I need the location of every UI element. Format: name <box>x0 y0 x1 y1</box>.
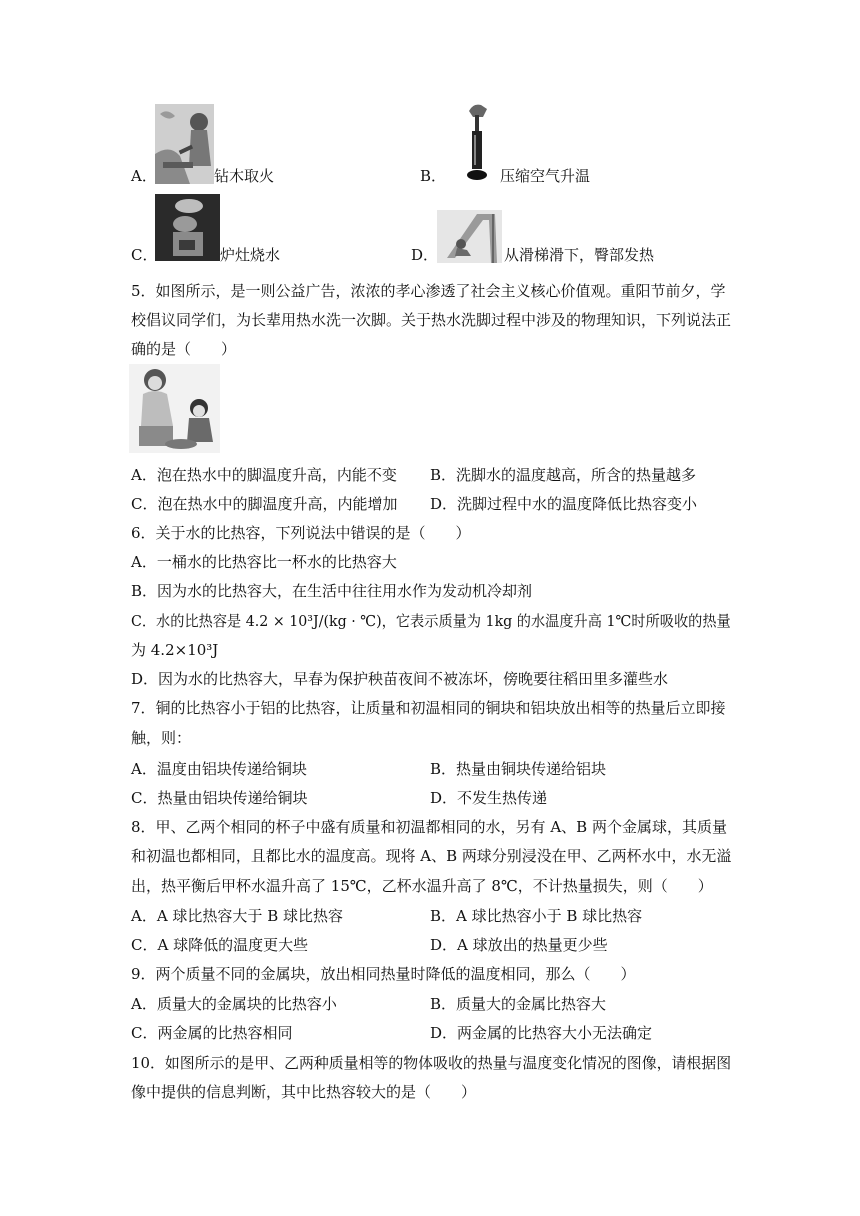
q9-option-b: B．质量大的金属比热容大 <box>430 995 607 1013</box>
q8-option-a: A．A 球比热容大于 B 球比热容 <box>131 907 343 925</box>
q8-option-d: D．A 球放出的热量更少些 <box>430 936 608 954</box>
q4-option-c-text: 炉灶烧水 <box>220 246 281 264</box>
slide-child-icon <box>437 210 502 263</box>
q9-option-a: A．质量大的金属块的比热容小 <box>131 995 337 1013</box>
q10-stem-line-1: 10．如图所示的是甲、乙两种质量相等的物体吸收的热量与温度变化情况的图像，请根据图 <box>131 1054 732 1072</box>
q5-option-c: C．泡在热水中的脚温度升高，内能增加 <box>131 495 398 513</box>
air-compression-syringe-icon <box>465 103 489 183</box>
q6-stem: 6．关于水的比热容，下列说法中错误的是（ ） <box>131 524 471 542</box>
q7-option-d: D．不发生热传递 <box>430 789 548 807</box>
q8-option-c: C．A 球降低的温度更大些 <box>131 936 309 954</box>
q8-stem-line-3: 出，热平衡后甲杯水温升高了 15℃，乙杯水温升高了 8℃，不计热量损失，则（ ） <box>131 877 713 895</box>
q6-option-b: B．因为水的比热容大，在生活中往往用水作为发动机冷却剂 <box>131 582 533 600</box>
q5-option-d: D．洗脚过程中水的温度降低比热容变小 <box>430 495 698 513</box>
q7-stem-line-2: 触，则： <box>131 729 192 747</box>
q4-option-a-text: 钻木取火 <box>214 167 275 185</box>
q5-stem-line-3: 确的是（ ） <box>131 340 237 358</box>
q10-stem-line-2: 像中提供的信息判断，其中比热容较大的是（ ） <box>131 1083 477 1101</box>
q4-option-c-letter: C． <box>131 246 158 264</box>
q9-option-d: D．两金属的比热容大小无法确定 <box>430 1024 653 1042</box>
q8-stem-line-1: 8．甲、乙两个相同的杯子中盛有质量和初温都相同的水，另有 A、B 两个金属球，其质量 <box>131 818 727 836</box>
q7-option-a: A．温度由铝块传递给铜块 <box>131 760 307 778</box>
drilling-wood-fire-icon <box>155 104 214 184</box>
foot-washing-illustration-icon <box>129 364 220 453</box>
q5-stem-line-1: 5．如图所示，是一则公益广告，浓浓的孝心渗透了社会主义核心价值观。重阳节前夕，学 <box>131 282 726 300</box>
q7-option-c: C．热量由铝块传递给铜块 <box>131 789 308 807</box>
stove-kettle-icon <box>155 194 220 261</box>
q7-option-b: B．热量由铜块传递给铝块 <box>430 760 607 778</box>
q4-option-b-letter: B． <box>420 167 447 185</box>
q5-stem-line-2: 校倡议同学们，为长辈用热水洗一次脚。关于热水洗脚过程中涉及的物理知识，下列说法正 <box>131 311 732 329</box>
q6-option-d: D．因为水的比热容大，早春为保护秧苗夜间不被冻坏，傍晚要往稻田里多灌些水 <box>131 670 669 688</box>
q6-option-c-line-2: 为 4.2×10³J <box>131 641 219 659</box>
q4-option-d-letter: D． <box>411 246 439 264</box>
q4-option-b-text: 压缩空气升温 <box>500 167 591 185</box>
q5-option-b: B．洗脚水的温度越高，所含的热量越多 <box>430 466 697 484</box>
q8-stem-line-2: 和初温也都相同，且都比水的温度高。现将 A、B 两球分别浸没在甲、乙两杯水中，水无溢 <box>131 847 732 865</box>
q4-option-d-text: 从滑梯滑下，臀部发热 <box>504 246 655 264</box>
q6-option-c-line-1: C．水的比热容是 4.2 × 10³J/(kg · ℃)，它表示质量为 1kg 的水温度升高 1℃时所吸收的热量 <box>131 612 731 630</box>
q8-option-b: B．A 球比热容小于 B 球比热容 <box>430 907 643 925</box>
q5-option-a: A．泡在热水中的脚温度升高，内能不变 <box>131 466 397 484</box>
q6-option-a: A．一桶水的比热容比一杯水的比热容大 <box>131 553 397 571</box>
q7-stem-line-1: 7．铜的比热容小于铝的比热容，让质量和初温相同的铜块和铝块放出相等的热量后立即接 <box>131 699 726 717</box>
q4-option-a-letter: A． <box>131 167 157 185</box>
q9-option-c: C．两金属的比热容相同 <box>131 1024 293 1042</box>
q9-stem: 9．两个质量不同的金属块，放出相同热量时降低的温度相同，那么（ ） <box>131 965 636 983</box>
